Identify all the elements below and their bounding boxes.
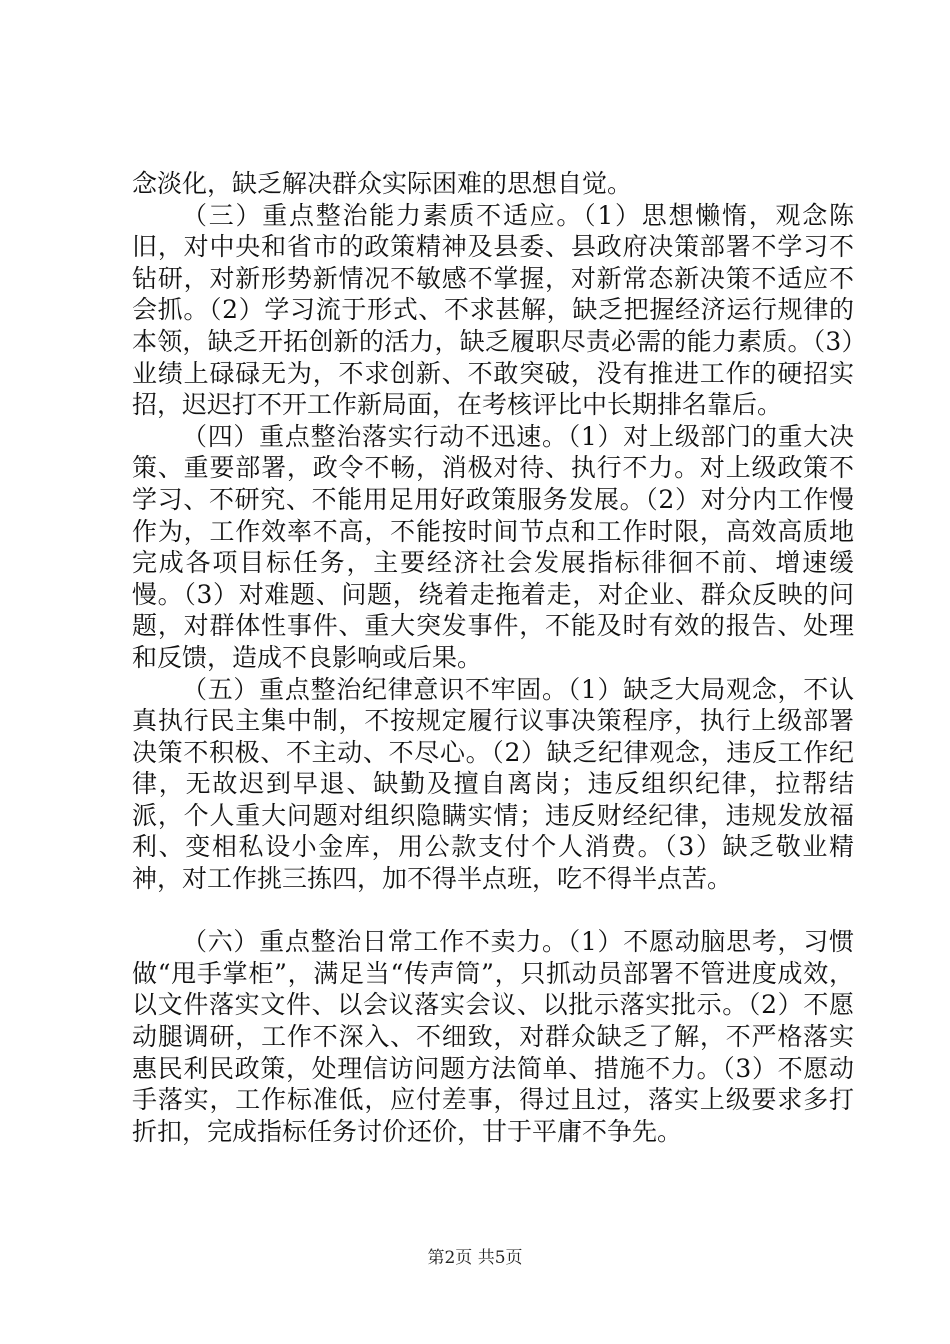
paragraph-continuation: 念淡化，缺乏解决群众实际困难的思想自觉。 [132, 169, 633, 198]
paragraph-section-5: （五）重点整治纪律意识不牢固。（1）缺乏大局观念，不认真执行民主集中制，不按规定履行议事决策程序，执行上级部署决策不积极、不主动、不尽心。（2）缺乏纪律观念，违反工作纪律，无故迟到早退、缺勤及擅自离岗；违反组织纪律，拉帮结派，个人重大问题对组织隐瞒实情；违反财经纪律，违规发放福利、变相私设小金库，用公款支付个人消费。（3）缺乏敬业精神，对工作挑三拣四，加不得半点班，吃不得半点苦。 [132, 674, 854, 894]
page-footer: 第2页 共5页 [427, 1248, 523, 1268]
document-body [132, 168, 854, 1147]
paragraph-section-3: （三）重点整治能力素质不适应。（1）思想懒惰，观念陈旧，对中央和省市的政策精神及县委、县政府决策部署不学习不钻研，对新形势新情况不敏感不掌握，对新常态新决策不适应不会抓。（2）学习流于形式、不求甚解，缺乏把握经济运行规律的本领，缺乏开拓创新的活力，缺乏履职尽责必需的能力素质。（3）业绩上碌碌无为，不求创新、不敢突破，没有推进工作的硬招实招，迟迟打不开工作新局面，在考核评比中长期排名靠后。 [132, 200, 854, 420]
paragraph-section-6: （六）重点整治日常工作不卖力。（1）不愿动脑思考，习惯做“甩手掌柜”，满足当“传声筒”，只抓动员部署不管进度成效，以文件落实文件、以会议落实会议、以批示落实批示。（2）不愿动腿调研，工作不深入、不细致，对群众缺乏了解，不严格落实惠民利民政策，处理信访问题方法简单、措施不力。（3）不愿动手落实，工作标准低，应付差事，得过且过，落实上级要求多打折扣，完成指标任务讨价还价，甘于平庸不争先。 [132, 927, 854, 1146]
paragraph-section-4: （四）重点整治落实行动不迅速。（1）对上级部门的重大决策、重要部署，政令不畅，消极对待、执行不力。对上级政策不学习、不研究、不能用足用好政策服务发展。（2）对分内工作慢作为，工作效率不高，不能按时间节点和工作时限，高效高质地完成各项目标任务，主要经济社会发展指标徘徊不前、增速缓慢。（3）对难题、问题，绕着走拖着走，对企业、群众反映的问题，对群体性事件、重大突发事件，不能及时有效的报告、处理和反馈，造成不良影响或后果。 [132, 421, 854, 672]
